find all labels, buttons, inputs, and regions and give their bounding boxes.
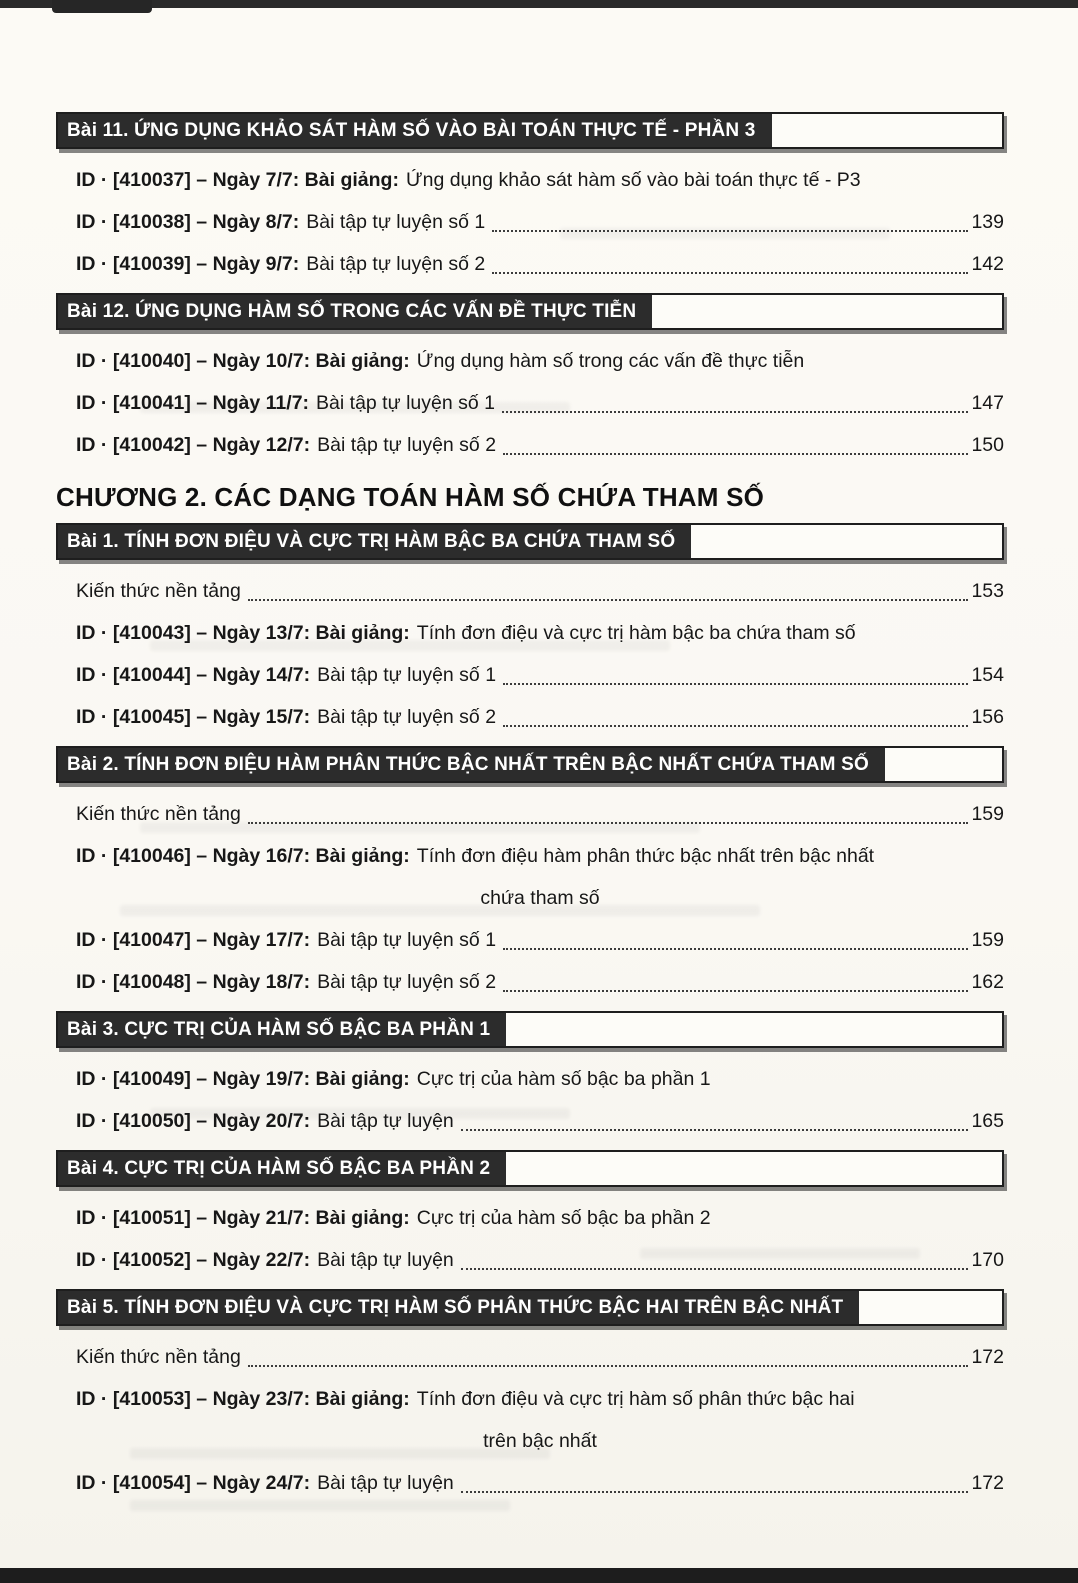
section-header-bar bbox=[56, 1011, 1004, 1048]
section-bar-extension bbox=[885, 748, 1002, 781]
entry-title: Bài tập tự luyện số 1 bbox=[317, 929, 497, 951]
section-bar-extension bbox=[506, 1152, 1002, 1185]
entry-title: Bài tập tự luyện bbox=[317, 1110, 454, 1132]
page-number: 147 bbox=[971, 392, 1004, 414]
entry-title: Kiến thức nền tảng bbox=[76, 803, 241, 825]
toc-entry bbox=[56, 961, 1004, 1003]
entry-title: Tính đơn điệu và cực trị hàm số phân thức bậc hai bbox=[416, 1388, 855, 1410]
section-bar-extension bbox=[772, 114, 1002, 147]
page-number: 170 bbox=[971, 1249, 1004, 1271]
toc-entry-line bbox=[76, 159, 1004, 201]
section-title: Bài 1. TÍNH ĐƠN ĐIỆU VÀ CỰC TRỊ HÀM BẬC BA CHỨA THAM SỐ bbox=[58, 525, 691, 558]
section-title: Bài 3. CỰC TRỊ CỦA HÀM SỐ BẬC BA PHẦN 1 bbox=[58, 1013, 506, 1046]
scan-edge-top-mark bbox=[52, 0, 152, 13]
section-header-bar bbox=[56, 523, 1004, 560]
page-number: 172 bbox=[971, 1472, 1004, 1494]
dot-leader bbox=[248, 1365, 969, 1367]
entry-title: Ứng dụng hàm số trong các vấn đề thực tiễn bbox=[416, 350, 805, 372]
dot-leader bbox=[248, 822, 969, 824]
dot-leader bbox=[492, 272, 968, 274]
entry-title: Kiến thức nền tảng bbox=[76, 580, 241, 602]
dot-leader bbox=[503, 453, 968, 455]
entry-id-date: ID · [410049] – Ngày 19/7: Bài giảng: bbox=[76, 1068, 410, 1090]
toc-entry bbox=[56, 1239, 1004, 1281]
entry-title: Bài tập tự luyện bbox=[317, 1472, 454, 1494]
toc-entry-line bbox=[76, 1100, 1004, 1142]
toc-entry-line bbox=[76, 1058, 1004, 1100]
toc-entry-line bbox=[76, 1239, 1004, 1281]
page-number: 172 bbox=[971, 1346, 1004, 1368]
toc-entry bbox=[56, 1058, 1004, 1100]
chapter-heading: CHƯƠNG 2. CÁC DẠNG TOÁN HÀM SỐ CHỨA THAM SỐ bbox=[56, 482, 765, 512]
toc-entry bbox=[56, 793, 1004, 835]
toc-entry bbox=[56, 382, 1004, 424]
entry-title: Tính đơn điệu và cực trị hàm bậc ba chứa tham số bbox=[416, 622, 856, 644]
toc-entry-line bbox=[76, 919, 1004, 961]
toc-entry-line bbox=[76, 612, 1004, 654]
entry-id-date: ID · [410038] – Ngày 8/7: bbox=[76, 211, 300, 233]
dot-leader bbox=[503, 725, 968, 727]
entry-title: Bài tập tự luyện số 1 bbox=[317, 664, 497, 686]
toc-entry bbox=[56, 340, 1004, 382]
entry-id-date: ID · [410054] – Ngày 24/7: bbox=[76, 1472, 311, 1494]
table-of-contents bbox=[56, 104, 1004, 1504]
toc-entry bbox=[56, 1462, 1004, 1504]
entry-title: Bài tập tự luyện số 1 bbox=[316, 392, 495, 414]
section-bar-extension bbox=[506, 1013, 1002, 1046]
entry-title: Bài tập tự luyện số 2 bbox=[317, 971, 497, 993]
entry-id-date: ID · [410040] – Ngày 10/7: Bài giảng: bbox=[76, 350, 410, 372]
section-title: Bài 4. CỰC TRỊ CỦA HÀM SỐ BẬC BA PHẦN 2 bbox=[58, 1152, 506, 1185]
toc-entry-line bbox=[76, 570, 1004, 612]
toc-entry bbox=[56, 201, 1004, 243]
section-bar-extension bbox=[652, 295, 1002, 328]
section-title: Bài 12. ỨNG DỤNG HÀM SỐ TRONG CÁC VẤN ĐỀ THỰC TIỄN bbox=[58, 295, 652, 328]
section-header-bar bbox=[56, 112, 1004, 149]
toc-entry-line bbox=[76, 654, 1004, 696]
entry-id-date: ID · [410042] – Ngày 12/7: bbox=[76, 434, 311, 456]
entry-title: Bài tập tự luyện số 2 bbox=[317, 434, 497, 456]
toc-entry bbox=[56, 159, 1004, 201]
entry-title: Tính đơn điệu hàm phân thức bậc nhất trên bậc nhất bbox=[416, 845, 875, 867]
entry-id-date: ID · [410051] – Ngày 21/7: Bài giảng: bbox=[76, 1207, 410, 1229]
dot-leader bbox=[503, 948, 968, 950]
page-number: 153 bbox=[971, 580, 1004, 602]
scan-edge-bottom bbox=[0, 1568, 1078, 1583]
entry-id-date: ID · [410047] – Ngày 17/7: bbox=[76, 929, 311, 951]
toc-entry bbox=[56, 654, 1004, 696]
toc-entry-line bbox=[76, 1378, 1004, 1420]
entry-id-date: ID · [410052] – Ngày 22/7: bbox=[76, 1249, 311, 1271]
page-number: 159 bbox=[971, 803, 1004, 825]
section-header-bar bbox=[56, 1150, 1004, 1187]
toc-entry bbox=[56, 1197, 1004, 1239]
toc-entry-line bbox=[76, 961, 1004, 1003]
entry-id-date: ID · [410050] – Ngày 20/7: bbox=[76, 1110, 311, 1132]
section-title: Bài 11. ỨNG DỤNG KHẢO SÁT HÀM SỐ VÀO BÀI TOÁN THỰC TẾ - PHẦN 3 bbox=[58, 114, 772, 147]
entry-id-date: ID · [410037] – Ngày 7/7: Bài giảng: bbox=[76, 169, 399, 191]
page-number: 142 bbox=[971, 253, 1004, 275]
entry-title: Ứng dụng khảo sát hàm số vào bài toán thực tế - P3 bbox=[405, 169, 861, 191]
toc-entry-line bbox=[76, 340, 1004, 382]
entry-id-date: ID · [410053] – Ngày 23/7: Bài giảng: bbox=[76, 1388, 410, 1410]
section-bar-extension bbox=[691, 525, 1002, 558]
entry-id-date: ID · [410048] – Ngày 18/7: bbox=[76, 971, 311, 993]
toc-entry-line bbox=[76, 424, 1004, 466]
entry-title: Kiến thức nền tảng bbox=[76, 1346, 241, 1368]
scan-edge-top bbox=[0, 0, 1078, 8]
entry-title: Cực trị của hàm số bậc ba phần 2 bbox=[416, 1207, 711, 1229]
entry-id-date: ID · [410039] – Ngày 9/7: bbox=[76, 253, 300, 275]
toc-entry-line bbox=[76, 243, 1004, 285]
toc-entry bbox=[56, 1378, 1004, 1462]
toc-entry bbox=[56, 1336, 1004, 1378]
toc-entry-line bbox=[76, 1197, 1004, 1239]
toc-entry bbox=[56, 1100, 1004, 1142]
entry-title: Bài tập tự luyện số 2 bbox=[317, 706, 497, 728]
section-header-bar bbox=[56, 293, 1004, 330]
toc-entry-line bbox=[76, 382, 1004, 424]
dot-leader bbox=[461, 1268, 969, 1270]
page-number: 156 bbox=[971, 706, 1004, 728]
toc-entry-line bbox=[76, 835, 1004, 877]
entry-title-continued: trên bậc nhất bbox=[483, 1430, 597, 1452]
toc-entry-line bbox=[76, 1336, 1004, 1378]
toc-entry bbox=[56, 612, 1004, 654]
dot-leader bbox=[492, 230, 968, 232]
dot-leader bbox=[503, 990, 968, 992]
entry-title-continued: chứa tham số bbox=[480, 887, 600, 909]
toc-entry bbox=[56, 696, 1004, 738]
page-number: 159 bbox=[971, 929, 1004, 951]
toc-entry-line bbox=[76, 201, 1004, 243]
entry-title: Bài tập tự luyện số 2 bbox=[306, 253, 486, 275]
section-title: Bài 2. TÍNH ĐƠN ĐIỆU HÀM PHÂN THỨC BẬC NHẤT TRÊN BẬC NHẤT CHỨA THAM SỐ bbox=[58, 748, 885, 781]
dot-leader bbox=[502, 411, 968, 413]
entry-id-date: ID · [410041] – Ngày 11/7: bbox=[76, 392, 310, 414]
entry-title: Bài tập tự luyện số 1 bbox=[306, 211, 486, 233]
dot-leader bbox=[503, 683, 968, 685]
entry-id-date: ID · [410045] – Ngày 15/7: bbox=[76, 706, 311, 728]
toc-entry bbox=[56, 243, 1004, 285]
entry-title: Cực trị của hàm số bậc ba phần 1 bbox=[416, 1068, 711, 1090]
page-number: 162 bbox=[971, 971, 1004, 993]
entry-id-date: ID · [410044] – Ngày 14/7: bbox=[76, 664, 311, 686]
page-number: 154 bbox=[971, 664, 1004, 686]
toc-entry bbox=[56, 570, 1004, 612]
toc-entry bbox=[56, 919, 1004, 961]
dot-leader bbox=[461, 1491, 969, 1493]
section-header-bar bbox=[56, 746, 1004, 783]
page-number: 165 bbox=[971, 1110, 1004, 1132]
section-title: Bài 5. TÍNH ĐƠN ĐIỆU VÀ CỰC TRỊ HÀM SỐ PHÂN THỨC BẬC HAI TRÊN BẬC NHẤT bbox=[58, 1291, 859, 1324]
entry-title: Bài tập tự luyện bbox=[317, 1249, 454, 1271]
toc-entry-line bbox=[76, 1462, 1004, 1504]
toc-entry-line bbox=[76, 696, 1004, 738]
toc-entry-line bbox=[76, 793, 1004, 835]
dot-leader bbox=[248, 599, 969, 601]
page-number: 139 bbox=[971, 211, 1004, 233]
dot-leader bbox=[461, 1129, 969, 1131]
toc-entry bbox=[56, 835, 1004, 919]
page-number: 150 bbox=[971, 434, 1004, 456]
section-bar-extension bbox=[859, 1291, 1002, 1324]
entry-id-date: ID · [410046] – Ngày 16/7: Bài giảng: bbox=[76, 845, 410, 867]
section-header-bar bbox=[56, 1289, 1004, 1326]
entry-id-date: ID · [410043] – Ngày 13/7: Bài giảng: bbox=[76, 622, 410, 644]
toc-entry bbox=[56, 424, 1004, 466]
